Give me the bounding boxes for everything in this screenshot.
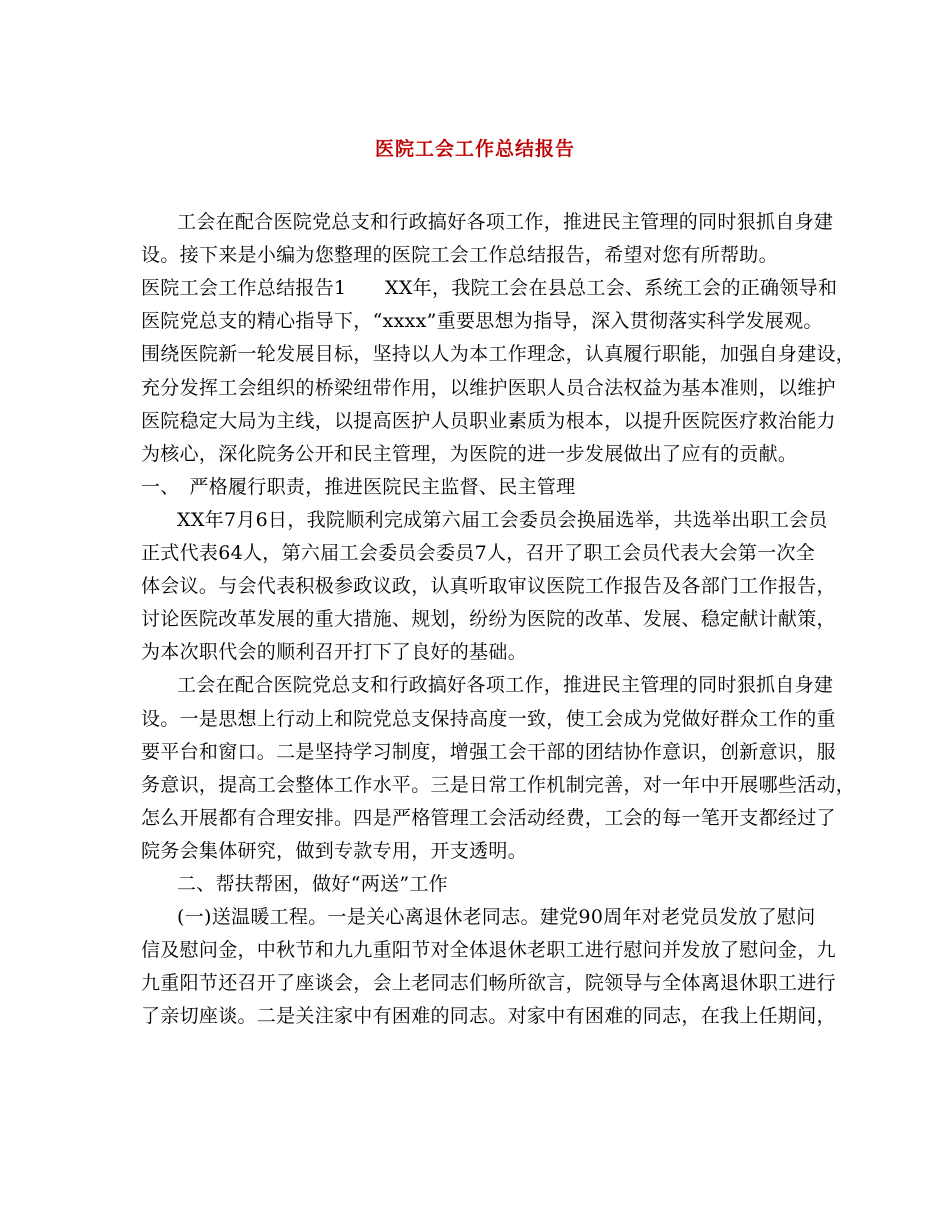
text-line: 体会议。与会代表积极参政议政，认真听取审议医院工作报告及各部门工作报告， xyxy=(141,575,836,597)
text-line: 了亲切座谈。二是关注家中有困难的同志。对家中有困难的同志，在我上任期间， xyxy=(141,1005,836,1027)
text-line: 医院党总支的精心指导下，“xxxx”重要思想为指导，深入贯彻落实科学发展观。 xyxy=(141,310,823,332)
text-line: 为本次职代会的顺利召开打下了良好的基础。 xyxy=(141,641,528,663)
text-line: 怎么开展都有合理安排。四是严格管理工会活动经费，工会的每一笔开支都经过了 xyxy=(141,807,836,829)
text-line: 讨论医院改革发展的重大措施、规划，纷纷为医院的改革、发展、稳定献计献策， xyxy=(141,608,836,630)
section-heading: XX年7月6日，我院顺利完成第六届工会委员会换届选举，共选举出职工会员 xyxy=(177,509,828,531)
text-line: 医院稳定大局为主线，以提高医护人员职业素质为根本，以提升医院医疗救治能力 xyxy=(141,410,836,432)
text-line: 为核心，深化院务公开和民主管理，为医院的进一步发展做出了应有的贡献。 xyxy=(141,443,798,465)
text-line: 充分发挥工会组织的桥梁纽带作用，以维护医职人员合法权益为基本准则，以维护 xyxy=(141,377,836,399)
text-line: 正式代表64人，第六届工会委员会委员7人，召开了职工会员代表大会第一次全 xyxy=(141,542,816,564)
text-line: 围绕医院新一轮发展目标，坚持以人为本工作理念，认真履行职能，加强自身建设， xyxy=(141,343,856,365)
text-line: 医院工会工作总结报告1 XX年，我院工会在县总工会、系统工会的正确领导和 xyxy=(141,277,838,299)
text-line: 工会在配合医院党总支和行政搞好各项工作，推进民主管理的同时狠抓自身建 xyxy=(177,674,834,696)
text-line: 一、 严格履行职责，推进医院民主监督、民主管理 xyxy=(141,476,576,498)
text-line: 院务会集体研究，做到专款专用，开支透明。 xyxy=(141,840,528,862)
text-line: 九重阳节还召开了座谈会，会上老同志们畅所欲言，院领导与全体离退休职工进行 xyxy=(141,972,836,994)
text-line: 要平台和窗口。二是坚持学习制度，增强工会干部的团结协作意识，创新意识，服 xyxy=(141,741,836,763)
text-line: 设。一是思想上行动上和院党总支保持高度一致，使工会成为党做好群众工作的重 xyxy=(141,708,836,730)
text-line: 设。接下来是小编为您整理的医院工会工作总结报告，希望对您有所帮助。 xyxy=(141,244,778,266)
text-line: 信及慰问金，中秋节和九九重阳节对全体退休老职工进行慰问并发放了慰问金，九 xyxy=(141,939,836,961)
document-title: 医院工会工作总结报告 xyxy=(374,138,575,160)
section-heading: (一)送温暖工程。一是关心离退休老同志。建党90周年对老党员发放了慰问 xyxy=(177,906,816,928)
text-line: 务意识，提高工会整体工作水平。三是日常工作机制完善，对一年中开展哪些活动， xyxy=(141,774,856,796)
text-line: 二、帮扶帮困，做好“两送”工作 xyxy=(177,873,448,895)
text-line: 工会在配合医院党总支和行政搞好各项工作，推进民主管理的同时狠抓自身建 xyxy=(177,211,834,233)
